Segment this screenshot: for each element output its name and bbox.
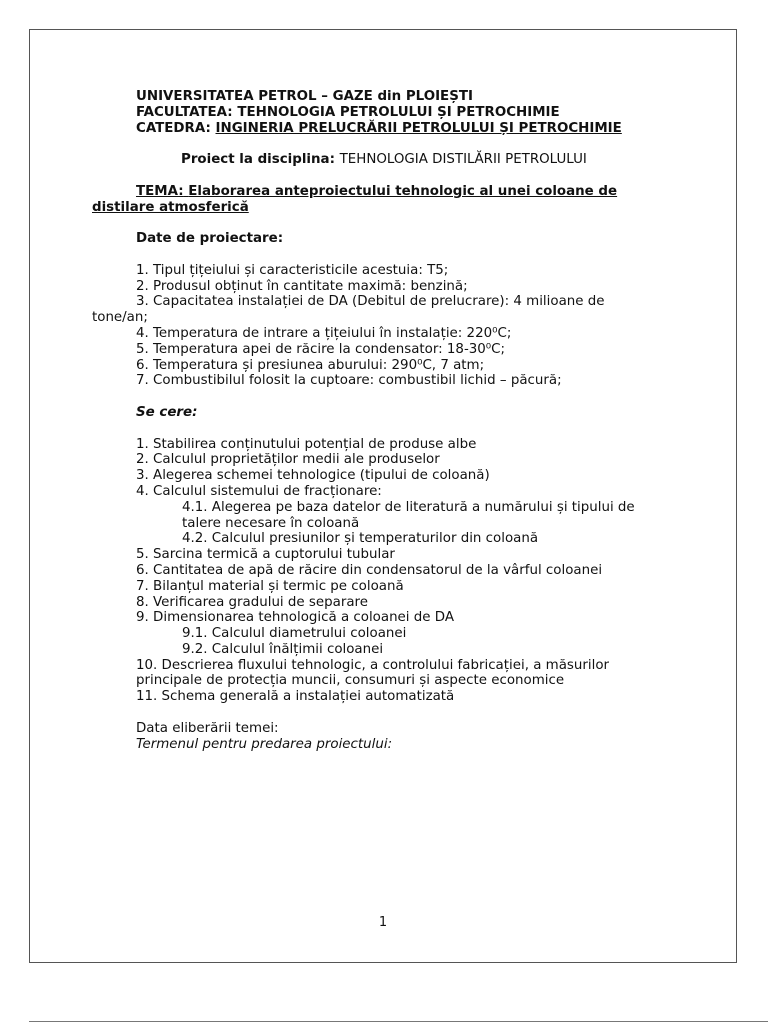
requirement-4-2: 4.2. Calculul presiunilor și temperaturilor din coloană [182, 531, 539, 547]
requirement-6: 6. Cantitatea de apă de răcire din condensatorul de la vârful coloanei [136, 562, 603, 578]
theme-line-2: distilare atmosferică [92, 199, 249, 215]
faculty-label: FACULTATEA: [136, 104, 233, 120]
theme-line-1 [92, 184, 662, 200]
faculty-line [92, 105, 662, 121]
requirement-4: 4. Calculul sistemului de fracționare: [136, 483, 382, 499]
requirement-7: 7. Bilanțul material și termic pe coloană [136, 578, 404, 594]
requirements-heading: Se cere: [136, 404, 198, 420]
design-item-3: 3. Capacitatea instalației de DA (Debitul de prelucrare): 4 milioane de [136, 294, 605, 310]
page-number: 1 [378, 915, 388, 930]
requirement-8: 8. Verificarea gradului de separare [136, 594, 368, 610]
requirement-9: 9. Dimensionarea tehnologică a coloanei de DA [136, 610, 455, 626]
requirement-5: 5. Sarcina termică a cuptorului tubular [136, 547, 395, 563]
design-item-7: 7. Combustibilul folosit la cuptoare: combustibil lichid – păcură; [136, 373, 562, 389]
requirement-1: 1. Stabilirea conținutului potențial de produse albe [136, 436, 477, 452]
document-content [92, 89, 662, 752]
project-line [92, 152, 662, 168]
next-page-edge [29, 1021, 768, 1022]
department-name: INGINERIA PRELUCRĂRII PETROLULUI ȘI PETROCHIMIE [215, 120, 622, 136]
theme-label: TEMA: [136, 183, 184, 199]
design-item-6: 6. Temperatura și presiunea aburului: 290⁰C, 7 atm; [136, 357, 485, 373]
department-label: CATEDRA: [136, 120, 211, 136]
requirement-4-1-cont: talere necesare în coloană [182, 515, 360, 531]
requirement-4-1: 4.1. Alegerea pe baza datelor de literatură a numărului și tipului de [182, 499, 635, 515]
requirement-3: 3. Alegerea schemei tehnologice (tipului de coloană) [136, 468, 490, 484]
document-page [29, 29, 737, 963]
requirement-10: 10. Descrierea fluxului tehnologic, a controlului fabricației, a măsurilor [136, 657, 610, 673]
design-item-5: 5. Temperatura apei de răcire la condensator: 18-30⁰C; [136, 341, 506, 357]
requirement-9-2: 9.2. Calculul înălțimii coloanei [182, 641, 384, 657]
design-item-4: 4. Temperatura de intrare a țițeiului în instalație: 220⁰C; [136, 325, 512, 341]
submission-deadline: Termenul pentru predarea proiectului: [136, 736, 393, 752]
design-item-1: 1. Tipul țițeiului și caracteristicile acestuia: T5; [136, 262, 449, 278]
department-line [92, 121, 662, 137]
theme-text-1: Elaborarea anteproiectului tehnologic al unei coloane de [188, 183, 618, 199]
requirement-2: 2. Calculul proprietăților medii ale produselor [136, 452, 440, 468]
design-item-2: 2. Produsul obținut în cantitate maximă: benzină; [136, 278, 468, 294]
requirement-11: 11. Schema generală a instalației automatizată [136, 689, 455, 705]
requirement-10-cont: principale de protecția muncii, consumuri și aspecte economice [136, 673, 565, 689]
design-data-heading: Date de proiectare: [136, 231, 284, 247]
university-name: UNIVERSITATEA PETROL – GAZE din PLOIEȘTI [136, 89, 473, 104]
requirement-9-1: 9.1. Calculul diametrului coloanei [182, 626, 407, 642]
project-discipline: TEHNOLOGIA DISTILĂRII PETROLULUI [339, 152, 587, 168]
project-label: Proiect la disciplina: [181, 152, 335, 168]
faculty-name: TEHNOLOGIA PETROLULUI ȘI PETROCHIMIE [237, 104, 560, 120]
design-item-3-cont: tone/an; [92, 310, 148, 326]
issue-date: Data eliberării temei: [136, 720, 279, 736]
